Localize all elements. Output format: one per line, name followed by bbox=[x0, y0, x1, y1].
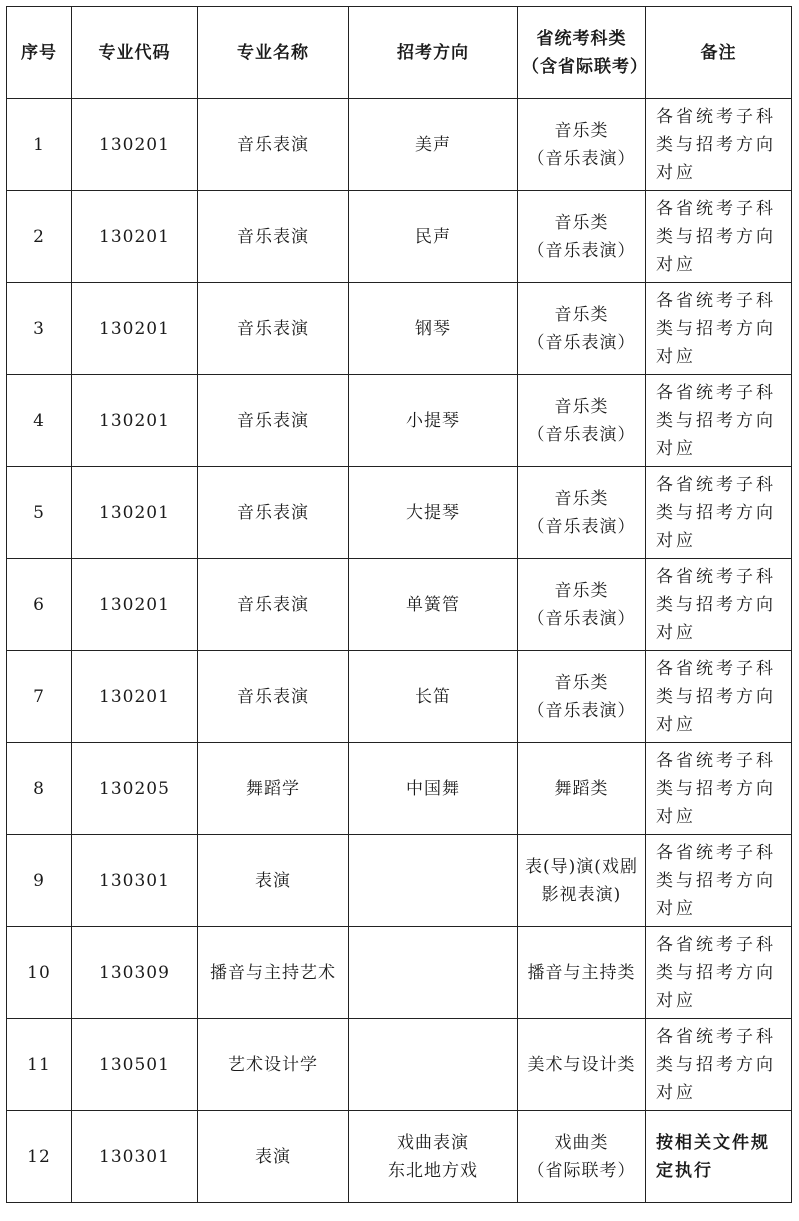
cell-note: 按相关文件规定执行 bbox=[646, 1111, 792, 1203]
table-row bbox=[7, 1019, 792, 1111]
table-row bbox=[7, 927, 792, 1019]
cell-note: 各省统考子科类与招考方向对应 bbox=[646, 743, 792, 835]
cell-category: 音乐类 （音乐表演） bbox=[518, 283, 646, 375]
cell-seq: 8 bbox=[7, 743, 72, 835]
cell-major-name: 舞蹈学 bbox=[198, 743, 349, 835]
table-row bbox=[7, 651, 792, 743]
cell-category: 音乐类 （音乐表演） bbox=[518, 467, 646, 559]
header-code: 专业代码 bbox=[72, 7, 198, 99]
cell-code: 130301 bbox=[72, 835, 198, 927]
cell-note: 各省统考子科类与招考方向对应 bbox=[646, 559, 792, 651]
cell-code: 130201 bbox=[72, 191, 198, 283]
header-note: 备注 bbox=[646, 7, 792, 99]
cell-category: 音乐类 （音乐表演） bbox=[518, 375, 646, 467]
cell-note: 各省统考子科类与招考方向对应 bbox=[646, 835, 792, 927]
cell-note: 各省统考子科类与招考方向对应 bbox=[646, 1019, 792, 1111]
cell-code: 130201 bbox=[72, 375, 198, 467]
cell-note: 各省统考子科类与招考方向对应 bbox=[646, 467, 792, 559]
cell-direction: 钢琴 bbox=[349, 283, 518, 375]
cell-direction: 中国舞 bbox=[349, 743, 518, 835]
cell-major-name: 音乐表演 bbox=[198, 191, 349, 283]
cell-note: 各省统考子科类与招考方向对应 bbox=[646, 99, 792, 191]
cell-major-name: 音乐表演 bbox=[198, 99, 349, 191]
cell-seq: 2 bbox=[7, 191, 72, 283]
cell-seq: 10 bbox=[7, 927, 72, 1019]
cell-seq: 9 bbox=[7, 835, 72, 927]
cell-direction bbox=[349, 835, 518, 927]
cell-major-name: 表演 bbox=[198, 835, 349, 927]
header-category: 省统考科类（含省际联考） bbox=[518, 7, 646, 99]
cell-code: 130201 bbox=[72, 99, 198, 191]
cell-category: 音乐类 （音乐表演） bbox=[518, 99, 646, 191]
table-row bbox=[7, 283, 792, 375]
cell-seq: 12 bbox=[7, 1111, 72, 1203]
table-row bbox=[7, 743, 792, 835]
table-row bbox=[7, 99, 792, 191]
cell-code: 130201 bbox=[72, 651, 198, 743]
header-seq: 序号 bbox=[7, 7, 72, 99]
cell-category: 美术与设计类 bbox=[518, 1019, 646, 1111]
cell-direction: 长笛 bbox=[349, 651, 518, 743]
cell-direction: 小提琴 bbox=[349, 375, 518, 467]
cell-code: 130309 bbox=[72, 927, 198, 1019]
cell-note: 各省统考子科类与招考方向对应 bbox=[646, 191, 792, 283]
cell-seq: 6 bbox=[7, 559, 72, 651]
header-direction: 招考方向 bbox=[349, 7, 518, 99]
cell-direction: 大提琴 bbox=[349, 467, 518, 559]
cell-code: 130301 bbox=[72, 1111, 198, 1203]
table-row bbox=[7, 375, 792, 467]
cell-direction: 美声 bbox=[349, 99, 518, 191]
header-row bbox=[7, 7, 792, 99]
cell-category: 音乐类 （音乐表演） bbox=[518, 191, 646, 283]
cell-major-name: 表演 bbox=[198, 1111, 349, 1203]
cell-seq: 7 bbox=[7, 651, 72, 743]
cell-category: 表(导)演(戏剧影视表演) bbox=[518, 835, 646, 927]
cell-category: 播音与主持类 bbox=[518, 927, 646, 1019]
cell-seq: 1 bbox=[7, 99, 72, 191]
cell-note: 各省统考子科类与招考方向对应 bbox=[646, 375, 792, 467]
cell-direction: 戏曲表演 东北地方戏 bbox=[349, 1111, 518, 1203]
cell-note: 各省统考子科类与招考方向对应 bbox=[646, 927, 792, 1019]
cell-direction: 单簧管 bbox=[349, 559, 518, 651]
cell-seq: 4 bbox=[7, 375, 72, 467]
cell-category: 戏曲类 （省际联考） bbox=[518, 1111, 646, 1203]
cell-code: 130501 bbox=[72, 1019, 198, 1111]
table-row bbox=[7, 835, 792, 927]
cell-category: 舞蹈类 bbox=[518, 743, 646, 835]
cell-direction: 民声 bbox=[349, 191, 518, 283]
cell-code: 130201 bbox=[72, 559, 198, 651]
header-name: 专业名称 bbox=[198, 7, 349, 99]
cell-major-name: 播音与主持艺术 bbox=[198, 927, 349, 1019]
table-body bbox=[7, 99, 792, 1203]
cell-major-name: 音乐表演 bbox=[198, 467, 349, 559]
cell-major-name: 音乐表演 bbox=[198, 651, 349, 743]
cell-seq: 3 bbox=[7, 283, 72, 375]
cell-major-name: 音乐表演 bbox=[198, 375, 349, 467]
table-row bbox=[7, 1111, 792, 1203]
table-row bbox=[7, 559, 792, 651]
table-row bbox=[7, 467, 792, 559]
cell-note: 各省统考子科类与招考方向对应 bbox=[646, 651, 792, 743]
cell-category: 音乐类 （音乐表演） bbox=[518, 559, 646, 651]
cell-category: 音乐类 （音乐表演） bbox=[518, 651, 646, 743]
cell-major-name: 艺术设计学 bbox=[198, 1019, 349, 1111]
majors-table bbox=[6, 6, 792, 1203]
cell-direction bbox=[349, 927, 518, 1019]
table-row bbox=[7, 191, 792, 283]
cell-seq: 5 bbox=[7, 467, 72, 559]
cell-code: 130201 bbox=[72, 283, 198, 375]
cell-direction bbox=[349, 1019, 518, 1111]
cell-seq: 11 bbox=[7, 1019, 72, 1111]
cell-note: 各省统考子科类与招考方向对应 bbox=[646, 283, 792, 375]
cell-major-name: 音乐表演 bbox=[198, 559, 349, 651]
cell-code: 130205 bbox=[72, 743, 198, 835]
cell-code: 130201 bbox=[72, 467, 198, 559]
cell-major-name: 音乐表演 bbox=[198, 283, 349, 375]
